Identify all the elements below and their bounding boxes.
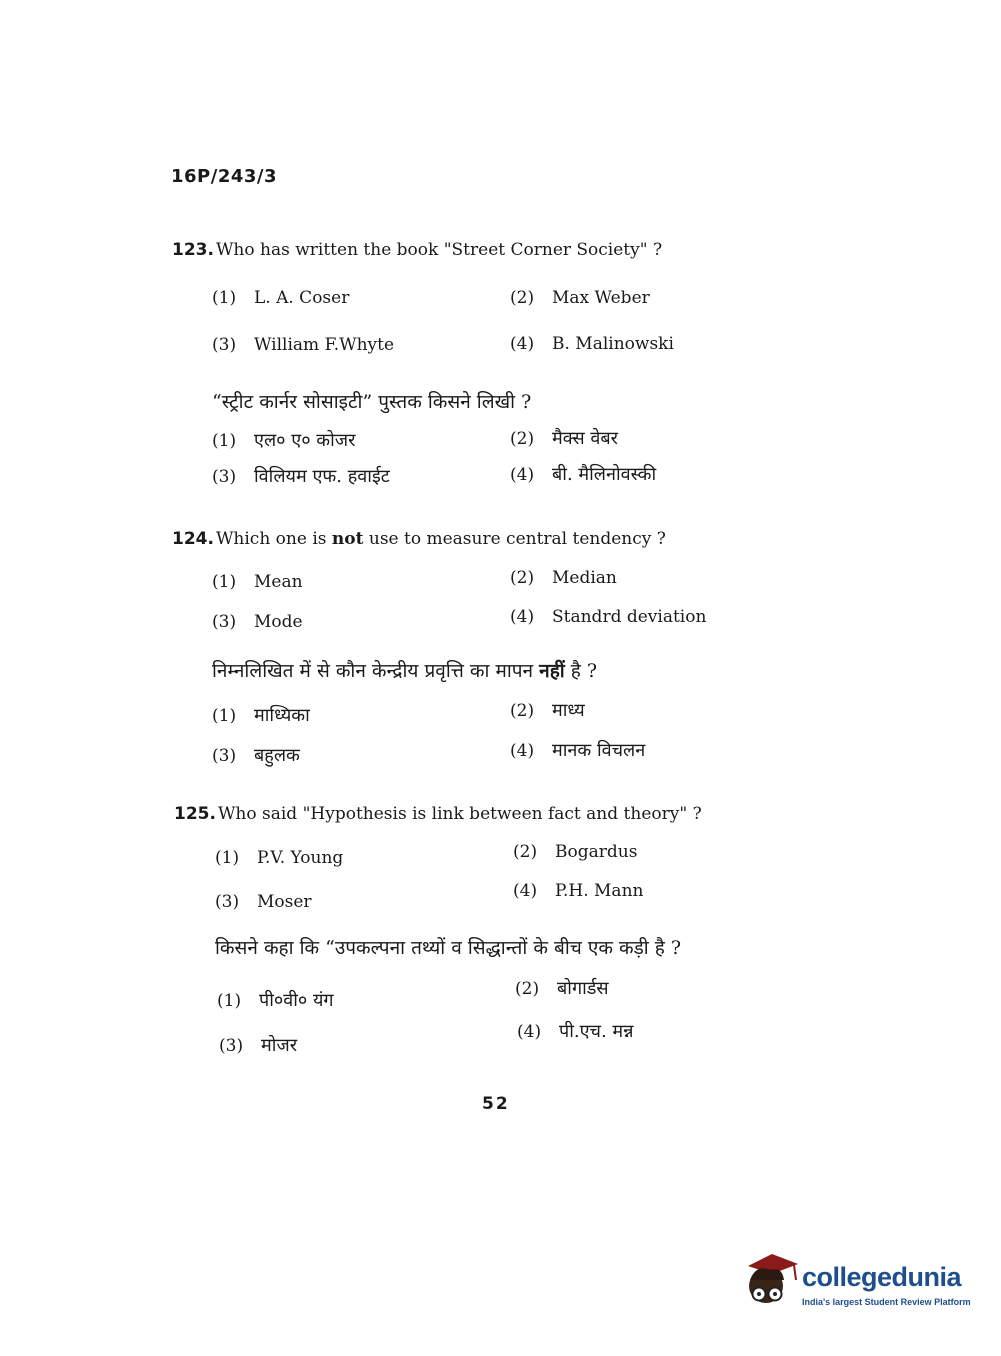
option: (2) Max Weber bbox=[510, 288, 650, 308]
question-number: 124. bbox=[172, 529, 214, 549]
option: (3) Mode bbox=[212, 612, 303, 632]
question-text: Who said "Hypothesis is link between fact and theory" ? bbox=[217, 804, 702, 824]
page-number: 52 bbox=[482, 1094, 510, 1114]
question-125-english bbox=[174, 804, 702, 824]
option: (4) Standrd deviation bbox=[510, 607, 707, 627]
option-hindi: (2) मैक्स वेबर bbox=[510, 428, 619, 449]
option-hindi: (2) बोगार्डस bbox=[515, 978, 609, 999]
option-hindi: (4) मानक विचलन bbox=[510, 740, 646, 761]
question-125-hindi: किसने कहा कि “उपकल्पना तथ्यों व सिद्धान्तों के बीच एक कड़ी है ? bbox=[215, 937, 682, 959]
option: (2) Bogardus bbox=[513, 842, 638, 862]
option: (1) P.V. Young bbox=[215, 848, 344, 868]
option-hindi: (3) बहुलक bbox=[212, 745, 300, 766]
option: (3) Moser bbox=[215, 892, 312, 912]
question-123-hindi: “स्ट्रीट कार्नर सोसाइटी” पुस्तक किसने लिखी ? bbox=[212, 391, 532, 413]
option-hindi: (1) एल० ए० कोजर bbox=[212, 430, 356, 451]
brand-tagline: India's largest Student Review Platform bbox=[802, 1297, 971, 1307]
question-number: 123. bbox=[172, 240, 214, 260]
emphasis: not bbox=[331, 529, 364, 549]
collegedunia-watermark bbox=[742, 1250, 972, 1320]
option-hindi: (4) पी.एच. मन्न bbox=[517, 1021, 634, 1042]
option-hindi: (3) विलियम एफ. हवाईट bbox=[212, 466, 390, 487]
option-hindi: (3) मोजर bbox=[219, 1035, 298, 1056]
option-hindi: (2) माध्य bbox=[510, 700, 585, 721]
brand-name: collegedunia bbox=[802, 1262, 962, 1292]
option: (4) P.H. Mann bbox=[513, 881, 644, 901]
option: (3) William F.Whyte bbox=[212, 335, 395, 355]
option: (1) Mean bbox=[212, 572, 303, 592]
question-number: 125. bbox=[174, 804, 216, 824]
option-hindi: (1) पी०वी० यंग bbox=[217, 990, 334, 1011]
question-123-english bbox=[172, 240, 662, 260]
option: (2) Median bbox=[510, 568, 617, 588]
option-hindi: (1) माध्यिका bbox=[212, 705, 310, 726]
question-124-english: 124. Which one is not use to measure central tendency ? bbox=[172, 529, 666, 549]
option: (1) L. A. Coser bbox=[212, 288, 350, 308]
question-124-hindi: निम्नलिखित में से कौन केन्द्रीय प्रवृत्ति का मापन नहीं है ? bbox=[212, 660, 598, 682]
option: (4) B. Malinowski bbox=[510, 334, 674, 354]
mascot-logo-icon bbox=[742, 1250, 800, 1316]
emphasis-hindi: नहीं bbox=[539, 660, 565, 682]
paper-code: 16P/243/3 bbox=[171, 166, 277, 187]
option-hindi: (4) बी. मैलिनोवस्की bbox=[510, 464, 657, 485]
question-text: Who has written the book "Street Corner Society" ? bbox=[215, 240, 663, 260]
